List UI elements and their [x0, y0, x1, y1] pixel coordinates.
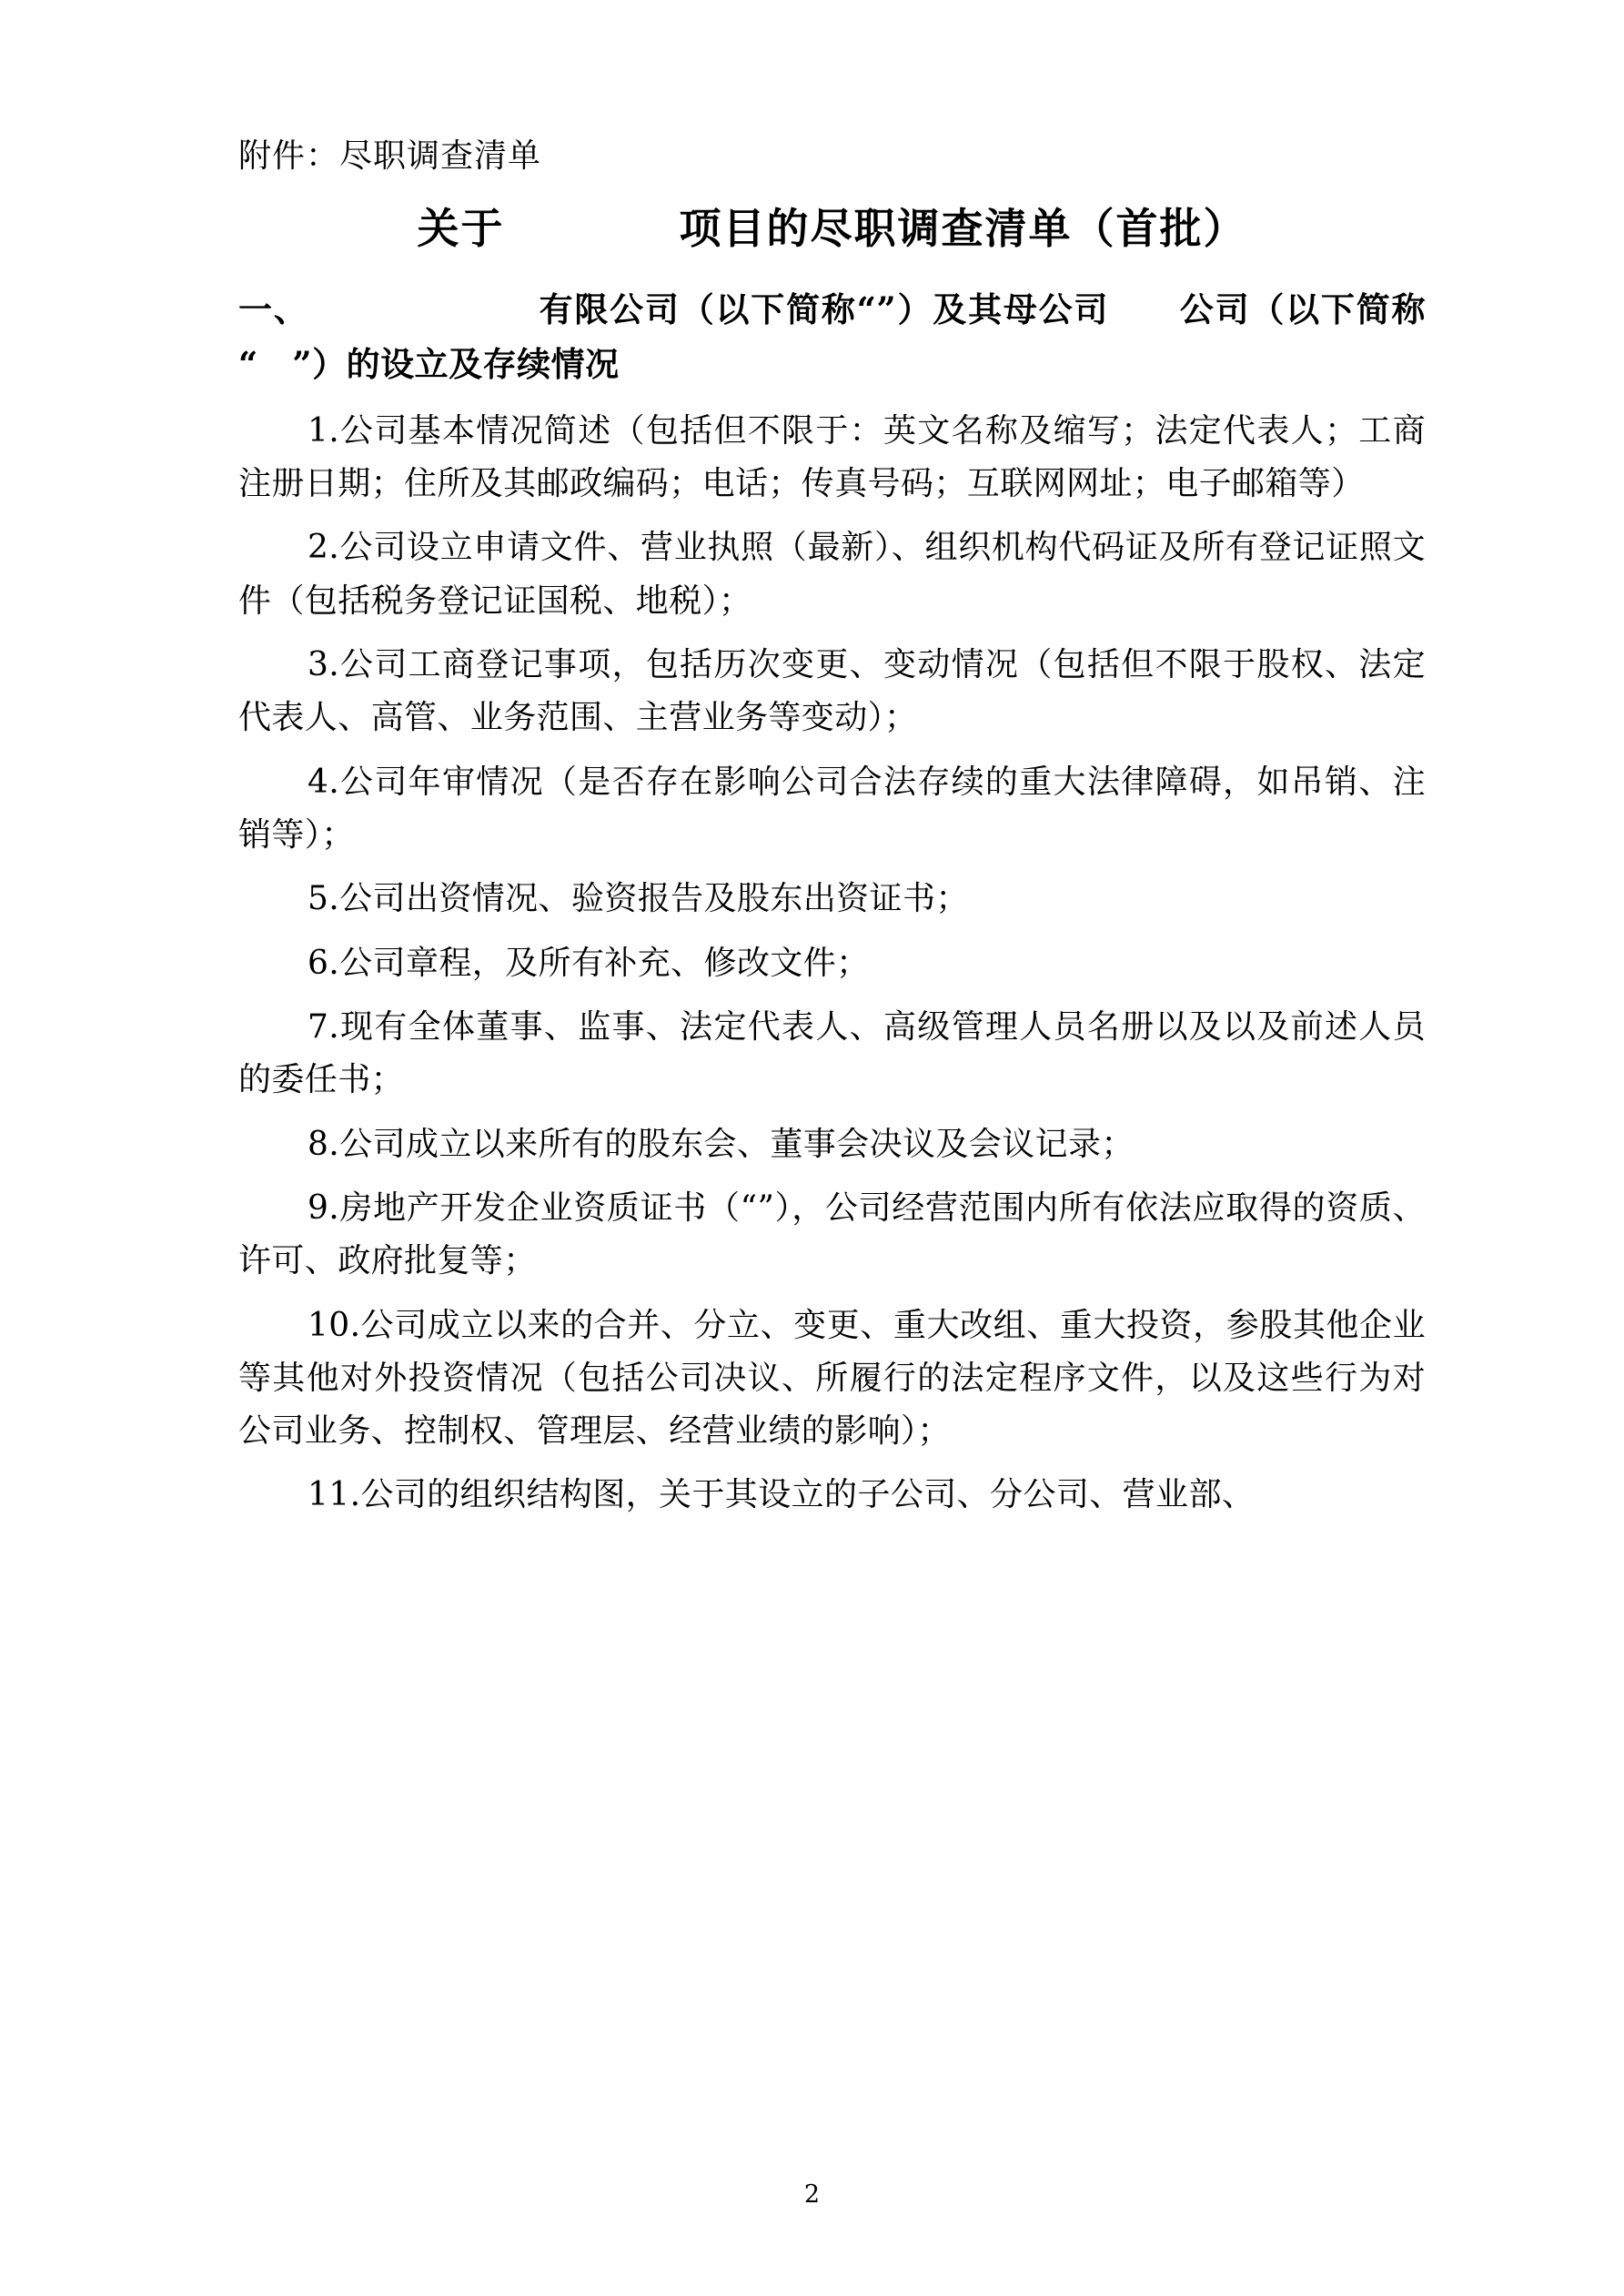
list-item: 6.公司章程，及所有补充、修改文件； — [308, 944, 870, 982]
list-item: 10.公司成立以来的合并、分立、变更、重大改组、重大投资，参股其他企业等其他对外投资情况（包括公司决议、所履行的法定程序文件，以及这些行为对公司业务、控制权、管理层、经营业绩的影响）； — [238, 1306, 1426, 1451]
list-item: 1.公司基本情况简述（包括但不限于：英文名称及缩写；法定代表人；工商注册日期；住所及其邮政编码；电话；传真号码；互联网网址；电子邮箱等） — [238, 411, 1426, 503]
list-item: 7.现有全体董事、监事、法定代表人、高级管理人员名册以及以及前述人员的委任书； — [238, 1007, 1426, 1099]
page-number: 2 — [803, 2180, 821, 2209]
list-item: 3.公司工商登记事项，包括历次变更、变动情况（包括但不限于股权、法定代表人、高管、业务范围、主营业务等变动）； — [238, 646, 1426, 737]
attachment-label: 附件：尽职调查清单 — [238, 137, 542, 175]
list-item: 5.公司出资情况、验资报告及股东出资证书； — [308, 880, 969, 918]
section-heading-one: 一、 有限公司（以下简称“”）及其母公司 公司（以下简称“ ”）的设立及存续情况 — [238, 288, 1426, 384]
page-title: 关于 项目的尽职调查清单（首批） — [417, 203, 1247, 253]
list-item: 11.公司的组织结构图，关于其设立的子公司、分公司、营业部、 — [308, 1476, 1256, 1514]
list-item: 4.公司年审情况（是否存在影响公司合法存续的重大法律障碍，如吊销、注销等）； — [238, 763, 1426, 855]
list-item: 2.公司设立申请文件、营业执照（最新）、组织机构代码证及所有登记证照文件（包括税务登记证国税、地税）； — [238, 529, 1426, 620]
list-item: 8.公司成立以来所有的股东会、董事会决议及会议记录； — [308, 1125, 1135, 1163]
list-item: 9.房地产开发企业资质证书（“”），公司经营范围内所有依法应取得的资质、许可、政府批复等； — [238, 1188, 1426, 1280]
